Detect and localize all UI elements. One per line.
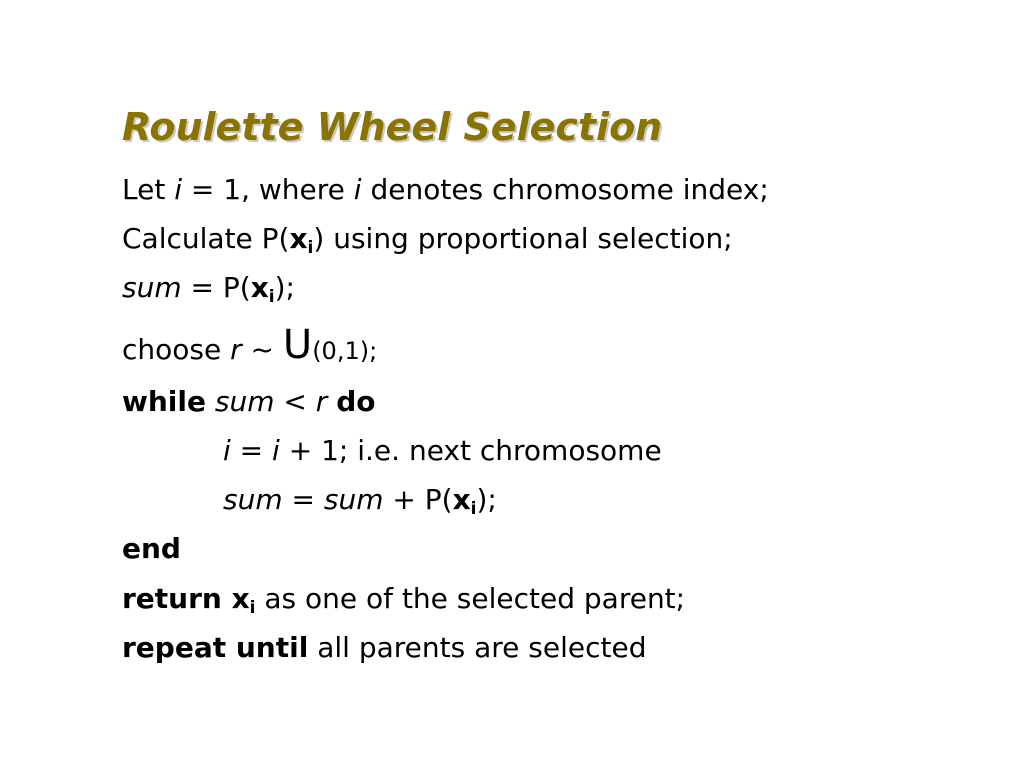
text: + P( (383, 483, 453, 516)
var-i: i (272, 434, 280, 467)
var-sum: sum (214, 385, 275, 418)
algorithm-line-5 (122, 385, 375, 419)
subscript-i: i (470, 499, 477, 519)
keyword-repeat-until: repeat until (122, 631, 309, 664)
var-x: x (289, 222, 308, 255)
var-x: x (250, 271, 269, 304)
algorithm-line-4 (122, 322, 378, 368)
text: ~ (241, 333, 283, 366)
keyword-return: return (122, 582, 232, 615)
keyword-end: end (122, 532, 181, 565)
algorithm-line-10 (122, 631, 646, 665)
keyword-while: while (122, 385, 206, 418)
algorithm-line-6 (223, 434, 662, 468)
text: ); (274, 271, 295, 304)
text: (0,1); (312, 337, 378, 365)
text: + 1; i.e. next chromosome (279, 434, 662, 467)
var-x: x (231, 582, 250, 615)
text: all parents are selected (308, 631, 647, 664)
algorithm-line-1 (122, 173, 769, 207)
text: = (282, 483, 324, 516)
var-i: i (223, 434, 231, 467)
algorithm-line-3 (122, 271, 295, 305)
slide-title: Roulette Wheel Selection (122, 105, 663, 149)
text: = 1, where (182, 173, 354, 206)
subscript-i: i (249, 598, 256, 618)
text: ) using proportional selection; (313, 222, 733, 255)
text: Calculate P( (122, 222, 290, 255)
keyword-do: do (336, 385, 376, 418)
algorithm-line-7 (223, 483, 497, 517)
text: < (274, 385, 316, 418)
var-r: r (230, 333, 242, 366)
var-i: i (174, 173, 182, 206)
subscript-i: i (307, 238, 314, 258)
var-i: i (353, 173, 362, 206)
text: = (230, 434, 273, 467)
var-sum: sum (122, 271, 182, 304)
algorithm-line-8 (122, 532, 181, 566)
text: denotes chromosome index; (361, 173, 769, 206)
text: as one of the selected parent; (255, 582, 686, 615)
text: ); (476, 483, 497, 516)
subscript-i: i (268, 287, 275, 307)
algorithm-line-2 (122, 222, 733, 256)
text: Let (122, 173, 175, 206)
algorithm-line-9 (122, 582, 685, 616)
var-r: r (315, 385, 328, 418)
text: = P( (181, 271, 251, 304)
var-x: x (452, 483, 471, 516)
uniform-symbol: U (282, 322, 313, 368)
text: choose (122, 333, 231, 366)
var-sum: sum (223, 483, 283, 516)
var-sum: sum (323, 483, 384, 516)
